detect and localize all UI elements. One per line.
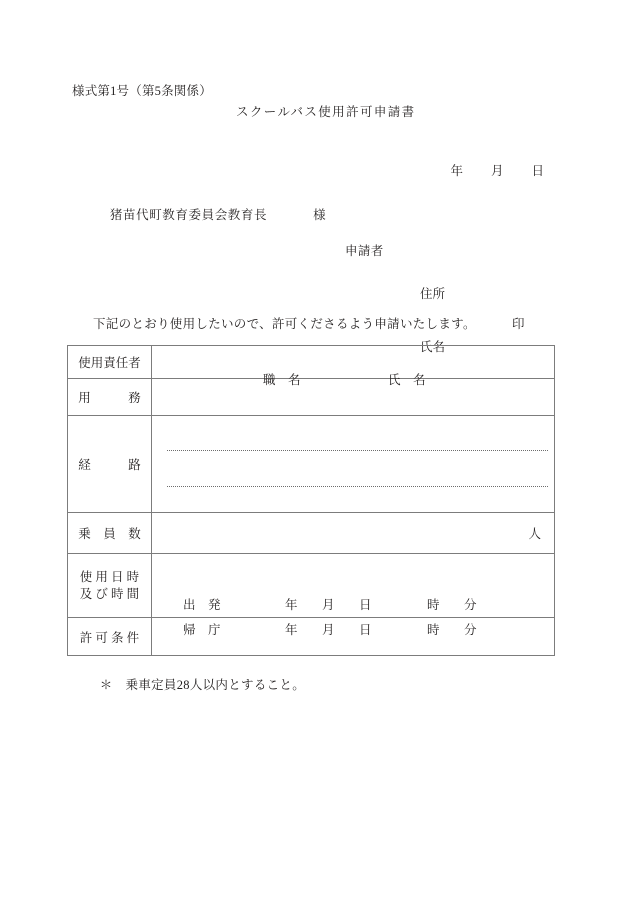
departure-minute-label: 分 (464, 597, 477, 612)
applicant-block (345, 230, 525, 354)
date-year-label: 年 (450, 164, 464, 178)
applicant-label: 申請者 (345, 244, 384, 258)
addressee-honorific: 様 (313, 208, 326, 222)
date-month-label: 月 (491, 164, 504, 178)
footnote-marker: ＊ (99, 678, 113, 692)
return-minute-label: 分 (464, 622, 477, 637)
table-row-duty (68, 379, 555, 416)
row-label-crew: 乗 員 数 (68, 513, 152, 554)
row-label-datetime-line2: 及 び 時 間 (79, 586, 140, 601)
table-row-datetime (68, 554, 555, 618)
row-value-duty[interactable] (152, 379, 555, 416)
page-title: スクールバス使用許可申請書 (236, 105, 416, 119)
departure-month-label: 月 (322, 597, 335, 612)
row-value-conditions[interactable] (152, 618, 555, 656)
return-day-label: 日 (359, 622, 372, 637)
row-value-route[interactable] (152, 416, 555, 513)
row-value-crew[interactable] (152, 513, 555, 554)
row-label-responsible: 使用責任者 (68, 346, 152, 379)
form-number: 様式第1号（第5条関係） (72, 84, 212, 98)
date-day-label: 日 (531, 164, 545, 178)
return-label: 帰 庁 (183, 622, 221, 637)
applicant-name-label: 氏名 (420, 340, 446, 354)
table-row-crew (68, 513, 555, 554)
departure-line (166, 594, 554, 617)
row-label-datetime-line1: 使 用 日 時 (79, 569, 140, 584)
applicant-address-label: 住所 (420, 287, 446, 301)
applicant-address-row (395, 260, 446, 301)
addressee-name: 猪苗代町教育委員会教育長 (109, 208, 268, 222)
departure-hour-label: 時 (427, 597, 440, 612)
departure-year-label: 年 (285, 597, 298, 612)
intro-sentence: 下記のとおり使用したいので、許可くださるよう申請いたします。 (93, 317, 476, 331)
table-row-responsible (68, 346, 555, 379)
responsible-name-label: 氏 名 (388, 373, 426, 387)
row-label-route: 経 路 (68, 416, 152, 513)
return-hour-label: 時 (427, 622, 440, 637)
crew-unit-label: 人 (528, 527, 541, 541)
route-dotted-line-2 (167, 486, 548, 487)
date-line (438, 146, 544, 194)
table-row-conditions (68, 618, 555, 656)
seal-label: 印 (512, 317, 525, 331)
footnote (86, 660, 305, 708)
footnote-text: 乗車定員28人以内とすること。 (125, 678, 306, 692)
job-title-label: 職 名 (263, 373, 301, 387)
row-value-datetime[interactable] (152, 554, 555, 637)
table-row-route (68, 416, 555, 513)
row-label-duty: 用 務 (68, 379, 152, 416)
row-value-responsible[interactable] (152, 346, 555, 387)
route-dotted-line-1 (167, 450, 548, 451)
departure-day-label: 日 (359, 597, 372, 612)
departure-label: 出 発 (183, 597, 221, 612)
row-label-datetime (68, 554, 152, 618)
return-month-label: 月 (322, 622, 335, 637)
return-year-label: 年 (285, 622, 298, 637)
row-label-conditions: 許 可 条 件 (68, 618, 152, 656)
application-form-table (67, 345, 555, 656)
addressee-line (95, 190, 326, 238)
